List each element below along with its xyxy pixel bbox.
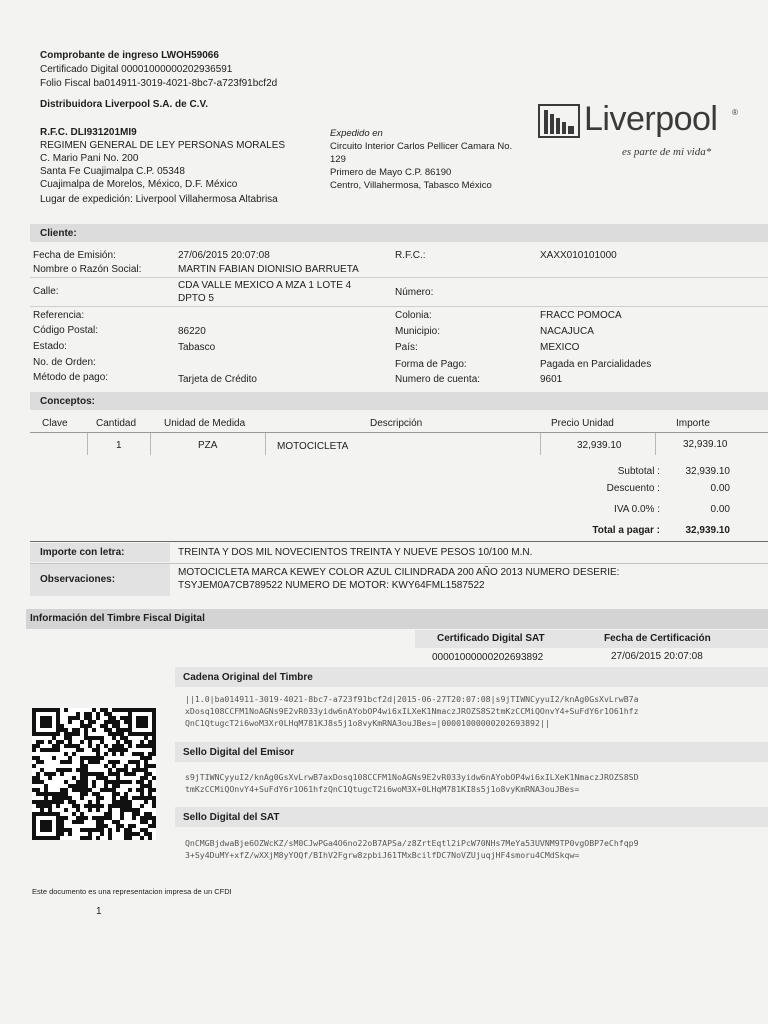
address-line-1: C. Mario Pani No. 200 <box>40 153 139 164</box>
col-header-unidad: Unidad de Medida <box>164 418 246 429</box>
col-divider <box>87 433 88 455</box>
cliente-band <box>30 224 768 242</box>
total-label: Total a pagar : <box>592 525 660 536</box>
certificado-digital: Certificado Digital 00001000000202936591 <box>40 64 233 75</box>
folio-fiscal: Folio Fiscal ba014911-3019-4021-8bc7-a723f91bcf2d <box>40 78 278 89</box>
regimen: REGIMEN GENERAL DE LEY PERSONAS MORALES <box>40 140 286 151</box>
row-cantidad: 1 <box>116 440 122 451</box>
rfc-value: XAXX010101000 <box>540 250 617 261</box>
cadena-line-1: ||1.0|ba014911-3019-4021-8bc7-a723f91bcf2d|2015-06-27T20:07:08|s9jTIWNCyyuI2/knAg0GsXvLrwB7a <box>185 694 639 704</box>
lugar-expedicion: Lugar de expedición: Liverpool Villahermosa Altabrisa <box>40 194 278 205</box>
expedido-line-4: Centro, Villahermosa, Tabasco México <box>330 180 492 191</box>
estado-value: Tabasco <box>178 342 216 353</box>
estado-label: Estado: <box>33 341 67 352</box>
table-header-divider <box>30 432 768 433</box>
cuenta-label: Numero de cuenta: <box>395 374 481 385</box>
col-header-precio: Precio Unidad <box>551 418 614 429</box>
nombre-label: Nombre o Razón Social: <box>33 264 142 275</box>
municipio-value: NACAJUCA <box>540 326 594 337</box>
orden-label: No. de Orden: <box>33 357 96 368</box>
totals-divider <box>30 541 768 542</box>
col-divider <box>265 433 266 455</box>
col-header-descripcion: Descripción <box>370 418 423 429</box>
fecha-value: 27/06/2015 20:07:08 <box>178 250 270 261</box>
page-number: 1 <box>96 906 102 917</box>
expedido-line-2: 129 <box>330 154 346 165</box>
forma-value: Pagada en Parcialidades <box>540 359 652 370</box>
subtotal-value: 32,939.10 <box>685 466 730 477</box>
descuento-value: 0.00 <box>710 483 730 494</box>
pais-label: País: <box>395 342 418 353</box>
conceptos-band <box>30 392 768 410</box>
distribuidora-name: Distribuidora Liverpool S.A. de C.V. <box>40 99 208 110</box>
sello-emisor-label: Sello Digital del Emisor <box>183 747 295 758</box>
divider <box>30 277 768 278</box>
footer-note: Este documento es una representacion impresa de un CFDI <box>32 887 232 896</box>
logo-wordmark: Liverpool <box>584 100 718 138</box>
col-divider <box>150 433 151 455</box>
metodo-label: Método de pago: <box>33 372 109 383</box>
row-descripcion: MOTOCICLETA <box>277 441 349 452</box>
fecha-label: Fecha de Emisión: <box>33 250 116 261</box>
fecha-cert-value: 27/06/2015 20:07:08 <box>611 651 703 662</box>
emisor-rfc: R.F.C. DLI931201MI9 <box>40 127 137 138</box>
sello-sat-line-2: 3+Sy4DuMY+xfZ/wXXjM8yYOQf/BIhV2Fgrw8zpbiJ61TMxBcilfDC7NoVZUjuqjHF4smoru4CMdSkqw= <box>185 850 580 860</box>
divider <box>30 306 768 307</box>
cuenta-value: 9601 <box>540 374 563 385</box>
address-line-2: Santa Fe Cuajimalpa C.P. 05348 <box>40 166 185 177</box>
cadena-line-2: xDosq108CCFM1NoAGNs9E2vR033yidw6nAYobOP4wi6xILXeK1NmaczJROZS8S2tmKzCCMiQOnvY4+SuFdY6r1O61hfz <box>185 706 639 716</box>
cp-value: 86220 <box>178 326 206 337</box>
numero-label: Número: <box>395 287 434 298</box>
subtotal-label: Subtotal : <box>617 466 660 477</box>
metodo-value: Tarjeta de Crédito <box>178 374 257 385</box>
nombre-value: MARTIN FABIAN DIONISIO BARRUETA <box>178 264 359 275</box>
col-divider <box>540 433 541 455</box>
row-unidad: PZA <box>198 440 218 451</box>
comprobante-title: Comprobante de ingreso LWOH59066 <box>40 50 219 61</box>
sello-emisor-line-1: s9jTIWNCyyuI2/knAg0GsXvLrwB7axDosq108CCFM1NoAGNs9E2vR033yidw6nAYobOP4wi6xILXeK1NmaczJROZS8SD <box>185 772 639 782</box>
forma-label: Forma de Pago: <box>395 359 467 370</box>
calle-value-1: CDA VALLE MEXICO A MZA 1 LOTE 4 <box>178 280 352 291</box>
pais-value: MEXICO <box>540 342 580 353</box>
colonia-label: Colonia: <box>395 310 432 321</box>
address-line-3: Cuajimalpa de Morelos, México, D.F. México <box>40 179 238 190</box>
col-divider <box>655 433 656 455</box>
observaciones-line-1: MOTOCICLETA MARCA KEWEY COLOR AZUL CILINDRADA 200 AÑO 2013 NUMERO DESERIE: <box>178 567 620 578</box>
registered-mark: ® <box>732 108 738 117</box>
total-value: 32,939.10 <box>685 525 730 536</box>
col-header-clave: Clave <box>42 418 68 429</box>
colonia-value: FRACC POMOCA <box>540 310 622 321</box>
logo-tagline: es parte de mi vida* <box>622 146 712 158</box>
observaciones-line-2: TSYJEM0A7CB789522 NUMERO DE MOTOR: KWY64FML1587522 <box>178 580 485 591</box>
expedido-label: Expedido en <box>330 128 383 139</box>
conceptos-section-title: Conceptos: <box>40 396 95 407</box>
expedido-line-1: Circuito Interior Carlos Pellicer Camara No. <box>330 141 513 152</box>
descuento-label: Descuento : <box>606 483 660 494</box>
observaciones-label: Observaciones: <box>40 574 116 585</box>
iva-label: IVA 0.0% : <box>614 504 660 515</box>
rfc-label: R.F.C.: <box>395 250 426 261</box>
cadena-label: Cadena Original del Timbre <box>183 672 313 683</box>
expedido-line-3: Primero de Mayo C.P. 86190 <box>330 167 452 178</box>
sello-sat-label: Sello Digital del SAT <box>183 812 280 823</box>
cp-label: Código Postal: <box>33 325 99 336</box>
importe-letra-label: Importe con letra: <box>40 547 125 558</box>
cert-sat-label: Certificado Digital SAT <box>437 633 545 644</box>
timbre-section-title: Información del Timbre Fiscal Digital <box>30 613 205 624</box>
importe-letra-value: TREINTA Y DOS MIL NOVECIENTOS TREINTA Y NUEVE PESOS 10/100 M.N. <box>178 547 533 558</box>
sello-emisor-line-2: tmKzCCMiQOnvY4+SuFdY6r1O61hfzQnC1QtugcT2i6woM3X+0LHqM781KI8s5j1o8vyKmRNA3ouJBes= <box>185 784 580 794</box>
col-header-cantidad: Cantidad <box>96 418 137 429</box>
fecha-cert-label: Fecha de Certificación <box>604 633 711 644</box>
cert-sat-value: 00001000000202693892 <box>432 652 544 663</box>
row-importe: 32,939.10 <box>683 439 728 450</box>
calle-value-2: DPTO 5 <box>178 293 214 304</box>
cliente-section-title: Cliente: <box>40 228 77 239</box>
referencia-label: Referencia: <box>33 310 85 321</box>
qr-code-icon <box>32 708 156 840</box>
municipio-label: Municipio: <box>395 326 441 337</box>
iva-value: 0.00 <box>710 504 730 515</box>
row-precio: 32,939.10 <box>577 440 622 451</box>
col-header-importe: Importe <box>676 418 710 429</box>
cadena-line-3: QnC1QtugcT2i6woM3Xr0LHqM781KJ8s5j1o8vyKmRNA3ouJBes=|00001000000202693892|| <box>185 718 550 728</box>
sello-sat-line-1: QnCMGBjdwaBje6OZWcKZ/sM0CJwPGa4O6no22oB7APSa/z8ZrtEqtl2iPcW70NHs7MeYa53UVNM9TP0vgOBP7eChfqp9 <box>185 838 639 848</box>
calle-label: Calle: <box>33 286 59 297</box>
liverpool-logo-icon <box>538 104 580 138</box>
